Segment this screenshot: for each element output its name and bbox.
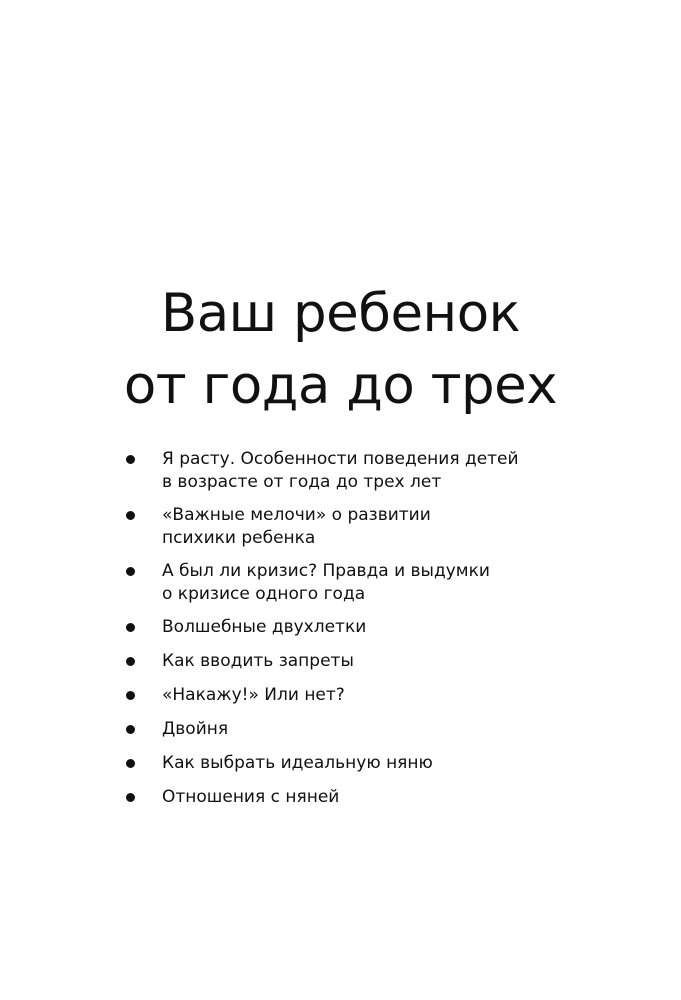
bullet-icon bbox=[126, 657, 135, 666]
list-item-text: Как выбрать идеальную няню bbox=[162, 753, 433, 773]
list-item bbox=[120, 718, 600, 741]
bullet-icon bbox=[126, 759, 135, 768]
list-item bbox=[120, 616, 600, 639]
list-item-text: Отношения с няней bbox=[162, 787, 340, 807]
bullet-icon bbox=[126, 725, 135, 734]
chapter-title bbox=[0, 278, 681, 422]
bullet-icon bbox=[126, 511, 135, 520]
list-item-text: о кризисе одного года bbox=[162, 584, 366, 604]
chapter-title-line-1: Ваш ребенок bbox=[160, 283, 521, 344]
list-item-text: А был ли кризис? Правда и выдумки bbox=[162, 561, 490, 581]
list-item bbox=[120, 560, 600, 606]
chapter-contents-list bbox=[120, 448, 600, 820]
bullet-icon bbox=[126, 455, 135, 464]
bullet-icon bbox=[126, 691, 135, 700]
list-item-text: Двойня bbox=[162, 719, 229, 739]
list-item-text: Как вводить запреты bbox=[162, 651, 354, 671]
bullet-icon bbox=[126, 623, 135, 632]
list-item-text: Я расту. Особенности поведения детей bbox=[162, 449, 519, 469]
list-item bbox=[120, 504, 600, 550]
bullet-icon bbox=[126, 793, 135, 802]
chapter-title-line-2: от года до трех bbox=[123, 355, 558, 416]
bullet-icon bbox=[126, 567, 135, 576]
list-item-text: в возрасте от года до трех лет bbox=[162, 472, 442, 492]
list-item-text: «Накажу!» Или нет? bbox=[162, 685, 345, 705]
list-item bbox=[120, 650, 600, 673]
list-item-text: «Важные мелочи» о развитии bbox=[162, 505, 431, 525]
list-item-text: Волшебные двухлетки bbox=[162, 617, 367, 637]
list-item bbox=[120, 684, 600, 707]
list-item-text: психики ребенка bbox=[162, 528, 316, 548]
list-item bbox=[120, 752, 600, 775]
list-item bbox=[120, 786, 600, 809]
list-item bbox=[120, 448, 600, 494]
